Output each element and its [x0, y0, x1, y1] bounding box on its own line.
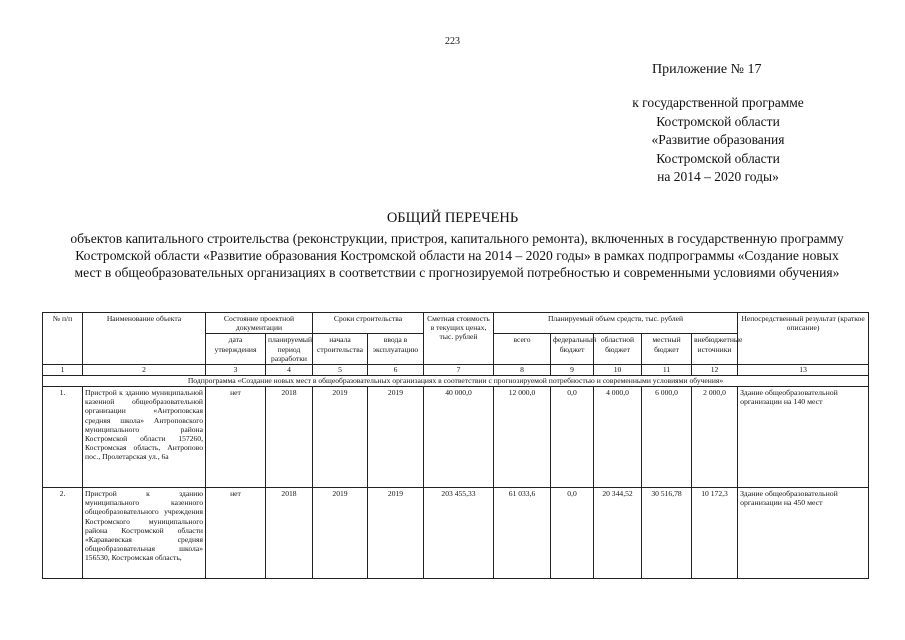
row-total: 61 033,6 — [494, 488, 551, 579]
header-commissioning: ввода в эксплуатацию — [368, 334, 424, 365]
column-number: 13 — [738, 365, 869, 376]
row-extra: 2 000,0 — [692, 387, 738, 488]
appendix-title: Приложение № 17 — [652, 62, 762, 77]
column-number: 4 — [266, 365, 313, 376]
row-result: Здание общеобразовательной организации на 140 мест — [738, 387, 869, 488]
column-number: 1 — [43, 365, 83, 376]
header-approval-date: дата утверждения — [206, 334, 266, 365]
row-period: 2018 — [266, 387, 313, 488]
column-number: 8 — [494, 365, 551, 376]
row-approval: нет — [206, 387, 266, 488]
page-number: 223 — [445, 36, 460, 47]
document-heading: ОБЩИЙ ПЕРЕЧЕНЬ — [386, 210, 519, 226]
row-local: 6 000,0 — [642, 387, 692, 488]
column-number: 12 — [692, 365, 738, 376]
row-federal: 0,0 — [551, 387, 594, 488]
row-start: 2019 — [313, 488, 368, 579]
row-regional: 4 000,0 — [594, 387, 642, 488]
row-commissioning: 2019 — [368, 387, 424, 488]
column-number: 5 — [313, 365, 368, 376]
header-regional: областной бюджет — [594, 334, 642, 365]
table-row — [43, 488, 869, 579]
appendix-line-1: к государственной программе — [632, 95, 804, 110]
header-extra: внебюджетные источники — [692, 334, 738, 365]
row-object-name: Пристрой к зданию муниципального казенного общеобразовательного учреждения Костромского муниципального района Костромской области «Караваевская средняя общеобразовательная школа» 156530, Костромская область, — [83, 488, 206, 579]
appendix-line-3: «Развитие образования — [651, 132, 785, 148]
column-number: 3 — [206, 365, 266, 376]
column-number: 2 — [83, 365, 206, 376]
header-start: начала строительства — [313, 334, 368, 365]
subprogram-row — [43, 376, 869, 387]
header-construction-terms: Сроки строительства — [313, 313, 424, 334]
header-planned-funds: Планируемый объем средств, тыс. рублей — [494, 313, 738, 334]
appendix-line-4: Костромской области — [656, 150, 780, 166]
appendix-line-5: на 2014 – 2020 годы» — [657, 169, 779, 185]
row-federal: 0,0 — [551, 488, 594, 579]
row-cost: 40 000,0 — [424, 387, 494, 488]
row-num: 2. — [43, 488, 83, 579]
header-project-docs: Состояние проектной документации — [206, 313, 313, 334]
appendix-line-2: Костромской области — [656, 113, 780, 129]
document-subheading: объектов капитального строительства (реконструкции, пристроя, капитального ремонта), включенных в государственную программу Костромской области «Развитие образования Костромской области на 2014 – 2020 годы» в рамках подпрограммы «Создание новых мест в общеобразовательных организациях в соответствии с прогнозируемой потребностью и современными условиями обучения» — [70, 231, 844, 280]
row-extra: 10 172,3 — [692, 488, 738, 579]
header-result: Непосредственный результат (краткое описание) — [738, 313, 869, 365]
header-total: всего — [494, 334, 551, 365]
column-numbers-row — [43, 365, 869, 376]
row-num: 1. — [43, 387, 83, 488]
header-object-name: Наименование объекта — [83, 313, 206, 365]
table-row — [43, 387, 869, 488]
header-num: № п/п — [43, 313, 83, 365]
column-number: 6 — [368, 365, 424, 376]
row-regional: 20 344,52 — [594, 488, 642, 579]
column-number: 11 — [642, 365, 692, 376]
header-estimated-cost: Сметная стоимость в текущих ценах, тыс. рублей — [424, 313, 494, 365]
row-start: 2019 — [313, 387, 368, 488]
header-federal: федеральный бюджет — [551, 334, 594, 365]
column-number: 7 — [424, 365, 494, 376]
row-result: Здание общеобразовательной организации на 450 мест — [738, 488, 869, 579]
row-local: 30 516,78 — [642, 488, 692, 579]
column-number: 10 — [594, 365, 642, 376]
header-planned-period: планируемый период разработки — [266, 334, 313, 365]
appendix-caption — [598, 94, 838, 187]
subprogram-title: Подпрограмма «Создание новых мест в общеобразовательных организациях в соответствии с прогнозируемой потребностью и современными условиями обучения» — [43, 376, 869, 387]
row-object-name: Пристрой к зданию муниципальной казенной общеобразовательной организации «Антроповская средняя школа» Антроповского муниципального района Костромской области 157260, Костромская область, Антропово пос., Пролетарская ул., 6а — [83, 387, 206, 488]
row-cost: 203 455,33 — [424, 488, 494, 579]
row-approval: нет — [206, 488, 266, 579]
column-number: 9 — [551, 365, 594, 376]
row-total: 12 000,0 — [494, 387, 551, 488]
row-period: 2018 — [266, 488, 313, 579]
row-commissioning: 2019 — [368, 488, 424, 579]
capital-construction-table — [42, 312, 869, 579]
header-local: местный бюджет — [642, 334, 692, 365]
